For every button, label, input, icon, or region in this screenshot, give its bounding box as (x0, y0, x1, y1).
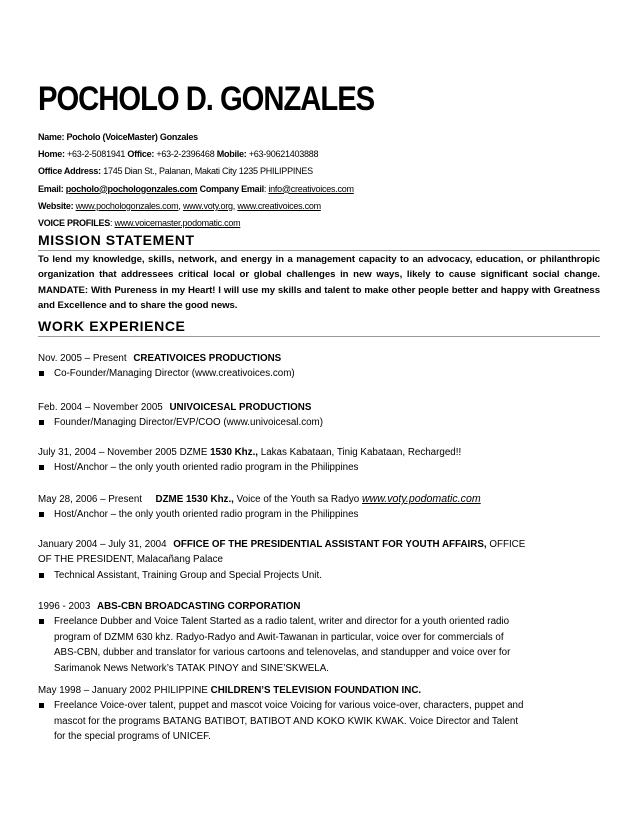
job-bullet-text: Host/Anchor – the only youth oriented radio program in the Philippines (54, 462, 359, 474)
website-link-3[interactable]: www.creativoices.com (237, 200, 321, 211)
job-entry (38, 400, 600, 431)
job-bullet-text: Technical Assistant, Training Group and Special Projects Unit. (54, 569, 322, 581)
job-bullet (38, 568, 600, 583)
website-label: Website: (38, 200, 74, 211)
job-bullet (38, 460, 600, 475)
mobile-label: Mobile: (216, 149, 247, 160)
job-org: OFFICE OF THE PRESIDENTIAL ASSISTANT FOR YOUTH AFFAIRS, (173, 539, 487, 550)
mobile-phone: +63-90621403888 (248, 149, 319, 160)
job-details-line2: OF THE PRESIDENT, Malacañang Palace (38, 554, 223, 566)
contact-website-row: Website: www.pochologonzales.com, www.voty.org, www.creativoices.com (38, 200, 321, 211)
bullet-square-icon (39, 703, 44, 708)
job-date: May 1998 – January 2002 PHILIPPINE (38, 685, 208, 696)
bullet-square-icon (39, 619, 44, 624)
work-heading: WORK EXPERIENCE (38, 318, 600, 337)
job-entry (38, 351, 600, 382)
job-org: CHILDREN’S TELEVISION FOUNDATION INC. (210, 685, 422, 696)
contact-block (38, 129, 600, 232)
job-bullet (38, 507, 600, 522)
job-bullet (38, 698, 600, 744)
email-label: Email: (38, 183, 64, 194)
job-entry (38, 445, 600, 476)
email-link[interactable]: pocholo@pochologonzales.com (65, 183, 198, 194)
job-bullet-line: program of DZMM 630 khz. Radyo-Radyo and Awit-Tawanan in particular, voice over for commercials of (54, 631, 504, 643)
job-bullet-line: ABS-CBN, dubber and translator for various cartoons and telenovelas, and standupper and voice over for (54, 647, 511, 659)
bullet-square-icon (39, 420, 44, 425)
job-org: DZME 1530 Khz., (155, 494, 234, 505)
job-org: 1530 Khz., (210, 447, 259, 458)
voice-profiles-label: VOICE PROFILES (38, 218, 111, 229)
job-entry (38, 537, 600, 583)
name-value: Pocholo (VoiceMaster) Gonzales (66, 132, 198, 142)
job-bullet (38, 366, 600, 381)
job-header (38, 445, 600, 460)
bullet-square-icon (39, 465, 44, 470)
job-details-line1: OFFICE (489, 539, 526, 550)
company-email-label: Company Email (199, 183, 264, 194)
job-entry (38, 492, 600, 523)
home-label: Home: (38, 149, 65, 160)
office-phone: +63-2-2396468 (156, 149, 215, 160)
job-bullet-line: Sarimanok News Network’s TATAK PINOY and SINE’SKWELA. (54, 662, 329, 674)
name-label: Name: (38, 132, 65, 142)
job-header (38, 683, 600, 698)
job-bullet (38, 614, 600, 676)
job-bullet-text: Founder/Managing Director/EVP/COO (www.univoicesal.com) (54, 417, 323, 429)
job-details: Voice of the Youth sa Radyo (236, 494, 360, 505)
voty-podomatic-link[interactable]: www.voty.podomatic.com (361, 493, 481, 505)
job-date: May 28, 2006 – Present (38, 494, 143, 505)
job-bullet-line: mascot for the programs BATANG BATIBOT, BATIBOT AND KOKO KWIK KWAK. Voice Director and Talent (54, 715, 519, 727)
website-link-1[interactable]: www.pochologonzales.com (75, 200, 179, 211)
mission-heading: MISSION STATEMENT (38, 232, 600, 251)
office-address: 1745 Dian St., Palanan, Makati City 1235 PHILIPPINES (103, 166, 313, 177)
mission-text: To lend my knowledge, skills, network, and energy in a management capacity to an advocacy, education, or philanthropic organization that addressees critical local or global challenges in new ways, likely to cause significant social change. MANDATE: With Pureness in my Heart! I will use my skills and talent to make other people better and happy with Greatness and Excellence and to share the good news. (38, 254, 600, 312)
job-header (38, 492, 600, 507)
job-date: Nov. 2005 – Present (38, 353, 127, 364)
job-header (38, 599, 600, 614)
job-date: July 31, 2004 – November 2005 DZME (38, 447, 208, 458)
job-details: Lakas Kabataan, Tinig Kabataan, Recharged!! (260, 447, 462, 458)
job-bullet-line: for the special programs of UNICEF. (54, 731, 211, 743)
job-entry (38, 599, 600, 676)
resume-name: POCHOLO D. GONZALES (38, 80, 375, 118)
office-label: Office: (127, 149, 155, 160)
job-date: 1996 - 2003 (38, 601, 91, 612)
job-bullet (38, 415, 600, 430)
contact-phone-row (38, 146, 600, 163)
job-org: ABS-CBN BROADCASTING CORPORATION (97, 601, 301, 612)
job-org: UNIVOICESAL PRODUCTIONS (169, 402, 312, 413)
job-bullet-text: Co-Founder/Managing Director (www.creativoices.com) (54, 368, 295, 380)
contact-voice-row: VOICE PROFILES: www.voicemaster.podomatic.com (38, 218, 241, 229)
voice-profiles-link[interactable]: www.voicemaster.podomatic.com (114, 218, 241, 229)
job-header (38, 351, 600, 366)
job-bullet-text: Host/Anchor – the only youth oriented radio program in the Philippines (54, 509, 359, 521)
job-header (38, 537, 600, 552)
contact-address-row (38, 163, 600, 180)
company-email-link[interactable]: info@creativoices.com (268, 183, 354, 194)
job-header (38, 400, 600, 415)
job-bullet-line: Freelance Dubber and Voice Talent Started as a radio talent, writer and director for a youth oriented radio (54, 616, 510, 628)
job-date: January 2004 – July 31, 2004 (38, 539, 167, 550)
contact-email-row: Email: pocholo@pochologonzales.com Company Email: info@creativoices.com (38, 183, 354, 194)
job-org: CREATIVOICES PRODUCTIONS (133, 353, 282, 364)
website-link-2[interactable]: www.voty.org (182, 200, 233, 211)
bullet-square-icon (39, 512, 44, 517)
bullet-square-icon (39, 371, 44, 376)
home-phone: +63-2-5081941 (67, 149, 126, 160)
bullet-square-icon (39, 573, 44, 578)
job-date: Feb. 2004 – November 2005 (38, 402, 163, 413)
contact-name-row (38, 129, 600, 146)
job-entry (38, 683, 600, 745)
office-address-label: Office Address: (38, 166, 101, 177)
job-bullet-line: Freelance Voice-over talent, puppet and mascot voice Voicing for various voice-over, characters, puppet and (54, 700, 524, 712)
